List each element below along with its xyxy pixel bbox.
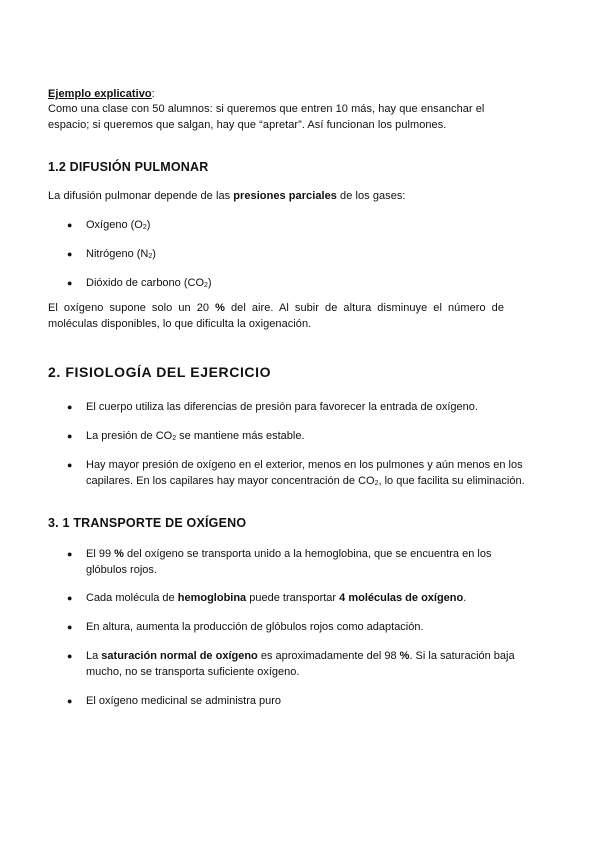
intro-bold: presiones parciales	[233, 190, 337, 202]
item-text	[86, 546, 531, 578]
gas-sub: 2	[148, 253, 153, 260]
item-text: El oxígeno medicinal se administra puro	[86, 695, 282, 707]
section-12-heading: 1.2 DIFUSIÓN PULMONAR	[48, 160, 209, 174]
item2-pre: Cada molécula de	[86, 592, 178, 604]
example-title: Ejemplo explicativo	[48, 88, 152, 100]
gas-close: )	[146, 219, 151, 231]
item4-post: . Si la saturación baja mucho, no se transporta suficiente oxígeno.	[86, 650, 515, 678]
bullet-icon: ●	[67, 651, 73, 661]
gas-co2-text	[86, 275, 536, 294]
item4-mid: es aproximadamente del 98	[257, 650, 400, 662]
example-colon: :	[151, 88, 155, 100]
item3-sub: 2	[374, 480, 379, 487]
item2-post: se mantiene más estable.	[176, 430, 305, 442]
item1-post: del oxígeno se transporta unido a la hemoglobina, que se encuentra en los glóbulos rojos.	[86, 548, 492, 576]
item3-post: , lo que facilita su eliminación.	[378, 475, 525, 487]
bullet-icon: ●	[67, 460, 73, 470]
gas-sub: 2	[142, 224, 147, 231]
bullet-icon: ●	[67, 622, 73, 632]
bullet-icon: ●	[67, 593, 73, 603]
item-text	[86, 428, 536, 447]
gas-nitrogen-text	[86, 246, 536, 265]
intro-post: de los gases:	[336, 190, 406, 202]
item-text: El cuerpo utiliza las diferencias de presión para favorecer la entrada de oxígeno.	[86, 401, 478, 413]
item-text: En altura, aumenta la producción de glóbulos rojos como adaptación.	[86, 621, 424, 633]
example-text: Como una clase con 50 alumnos: si queremos que entren 10 más, hay que ensanchar el espacio; si queremos que salgan, hay que “apretar”. Así funcionan los pulmones.	[48, 103, 485, 131]
item4-bold1: saturación normal de oxígeno	[101, 650, 258, 662]
item2-pre: La presión de CO	[86, 430, 173, 442]
gas-close: )	[207, 277, 212, 289]
item3-pre: Hay mayor presión de oxígeno en el exterior, menos en los pulmones y aún menos en los capilares. En los capilares hay mayor concentración de CO	[86, 459, 523, 487]
bullet-icon: ●	[67, 696, 73, 706]
example-title-line	[48, 86, 508, 102]
item4-pre: La	[86, 650, 102, 662]
gas-close: )	[152, 248, 156, 260]
section-12-paragraph	[48, 300, 504, 332]
para-bold: %	[215, 302, 225, 314]
bullet-icon: ●	[67, 220, 73, 230]
item-text	[86, 648, 526, 680]
item2-sub: 2	[172, 435, 177, 442]
item-text	[86, 457, 526, 492]
gas-name: Oxígeno (O	[86, 219, 143, 231]
section-12-intro	[48, 188, 508, 204]
intro-pre: La difusión pulmonar depende de las	[48, 190, 234, 202]
gas-name: Nitrógeno (N	[86, 248, 149, 260]
item1-bold: %	[114, 548, 124, 560]
gas-oxygen-text	[86, 217, 536, 236]
item1-pre: El 99	[86, 548, 115, 560]
bullet-icon: ●	[67, 278, 73, 288]
bullet-icon: ●	[67, 431, 73, 441]
section-2-heading: 2. FISIOLOGÍA DEL EJERCICIO	[48, 364, 272, 380]
item2-post: .	[463, 592, 467, 604]
section-31-heading: 3. 1 TRANSPORTE DE OXÍGENO	[48, 516, 247, 530]
item4-bold2: %	[399, 650, 410, 662]
bullet-icon: ●	[67, 249, 73, 259]
item2-bold2: 4 moléculas de oxígeno	[339, 592, 464, 604]
bullet-icon: ●	[67, 549, 73, 559]
item-text	[86, 590, 536, 606]
gas-sub: 2	[204, 282, 208, 289]
gas-name: Dióxido de carbono (CO	[86, 277, 205, 289]
item2-bold1: hemoglobina	[177, 592, 247, 604]
para-post: del aire. Al subir de altura disminuye el número de moléculas disponibles, lo que dificulta la oxigenación.	[48, 302, 504, 330]
item2-mid: puede transportar	[246, 592, 340, 604]
bullet-icon: ●	[67, 402, 73, 412]
para-pre: El oxígeno supone solo un 20	[48, 302, 216, 314]
